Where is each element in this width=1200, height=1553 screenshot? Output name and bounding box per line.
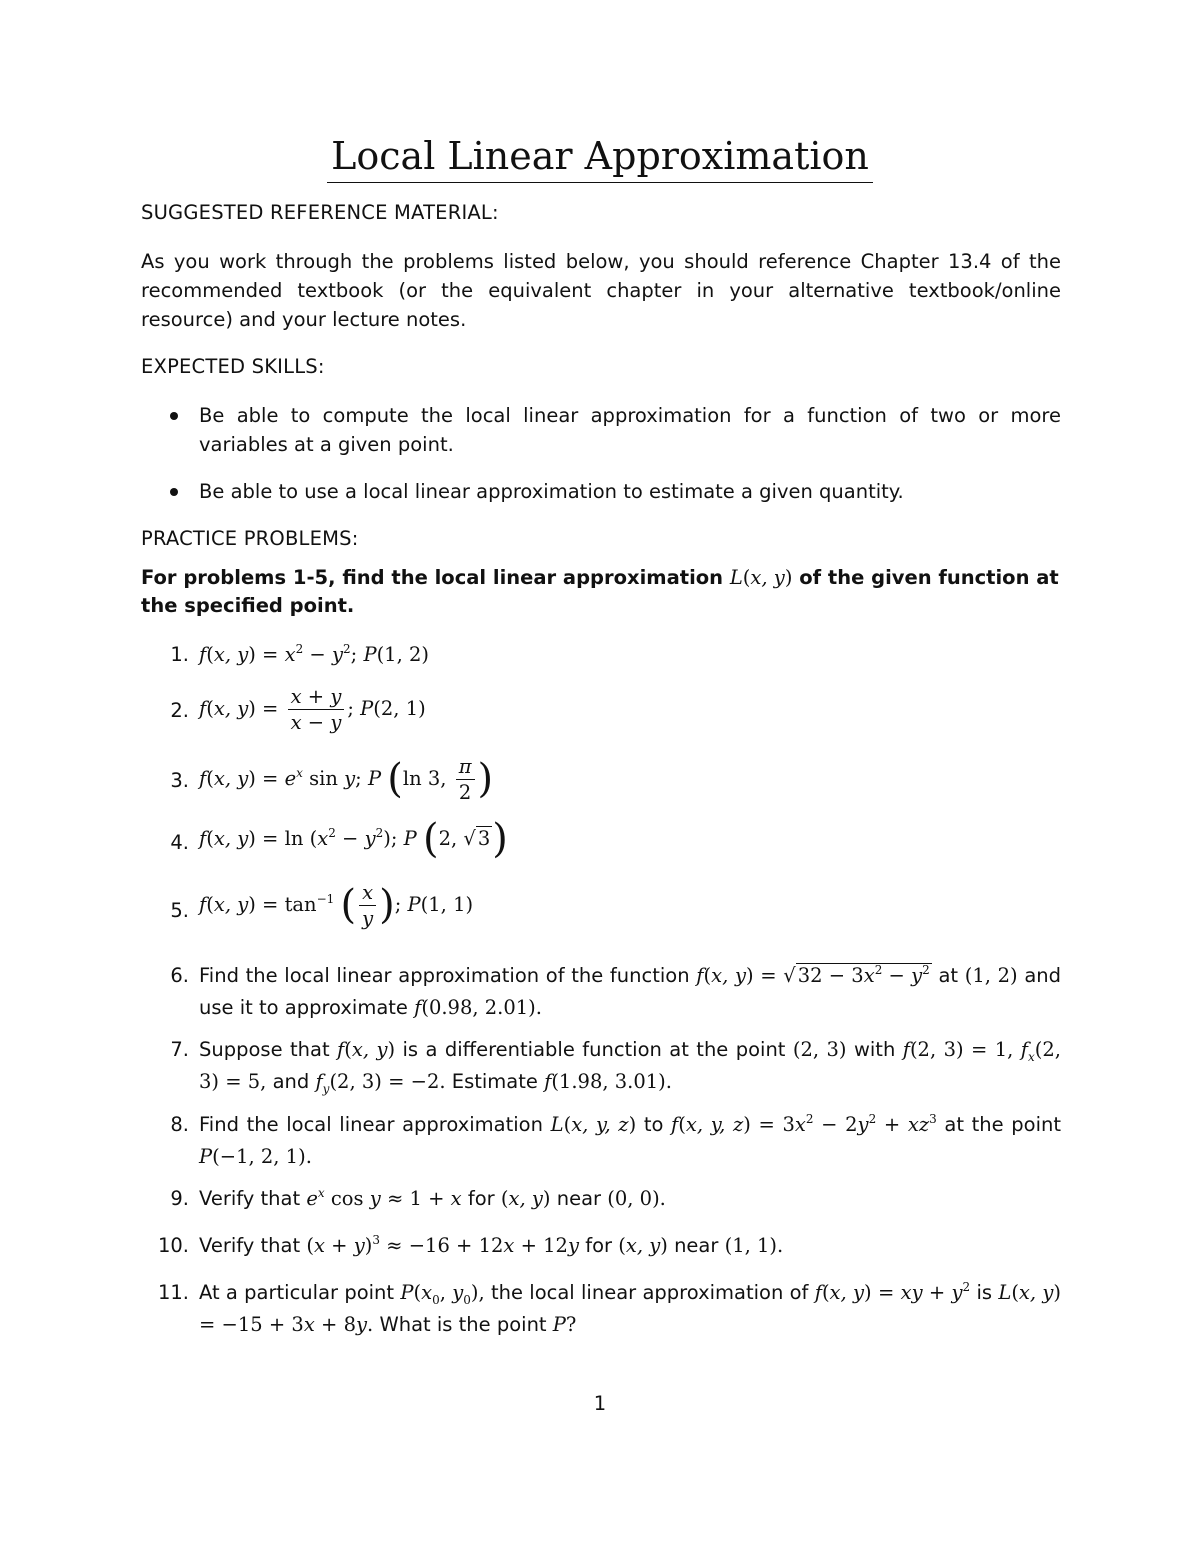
problem-text: Find the local linear approximation bbox=[199, 1113, 543, 1136]
problem-text: at bbox=[938, 964, 959, 987]
problem-body: Find the local linear approximation L(x, y, z) to f(x, y, $z) = 3x^2 - 2y^2 + xz^3$ at the point P(−1, 2, 1). bbox=[199, 1112, 1061, 1168]
problem-text: is bbox=[976, 1281, 993, 1304]
bullet-icon bbox=[170, 488, 178, 496]
problem-text: for bbox=[585, 1234, 613, 1257]
problem-text: Find the local linear approximation of the function bbox=[199, 964, 690, 987]
problem-body: Verify that $e^x$ cos y ≈ 1 + x for (x, y) near (0, 0). bbox=[199, 1186, 666, 1210]
problem-number: 8. bbox=[170, 1113, 189, 1136]
problem-number: 3. bbox=[170, 769, 189, 792]
skills-list-wrapper bbox=[141, 401, 1061, 506]
problem-9 bbox=[141, 1184, 1061, 1216]
page-title: Local Linear Approximation bbox=[327, 132, 873, 183]
instructions-math: L bbox=[729, 566, 743, 589]
fraction: $\frac{\pi}{2}$ bbox=[456, 754, 475, 805]
problem-text: and use it to approximate bbox=[199, 964, 1062, 1019]
problem-number: 10. bbox=[157, 1234, 189, 1257]
problem-text: Estimate bbox=[451, 1070, 538, 1093]
problem-body: f(x, $y) = \tan^{-1}$ ( $\frac{x}{y}$ ); P(1, 1) bbox=[199, 881, 474, 930]
problem-11 bbox=[141, 1278, 1061, 1339]
problem-text: near bbox=[556, 1187, 602, 1210]
problem-4 bbox=[141, 816, 1061, 862]
fraction: $\frac{x}{y}$ bbox=[359, 880, 376, 931]
problem-7 bbox=[141, 1035, 1061, 1099]
problem-number: 7. bbox=[170, 1038, 189, 1061]
problem-body: f(x, $y) = x^2 - y^2$; P(1, 2) bbox=[199, 642, 429, 666]
title-wrapper bbox=[0, 132, 1200, 183]
problem-text: for bbox=[467, 1187, 495, 1210]
problem-number: 2. bbox=[170, 699, 189, 722]
problem-text: Suppose that bbox=[199, 1038, 330, 1061]
problem-text: with bbox=[853, 1038, 896, 1061]
problem-text: near bbox=[674, 1234, 719, 1257]
problem-text: Verify that bbox=[199, 1187, 301, 1210]
problem-2 bbox=[141, 684, 1061, 735]
problem-body: f(x, $y) = e^x$ sin y; P (ln 3, $\frac{\pi}{2}$ ) bbox=[199, 755, 494, 804]
problem-number: 4. bbox=[170, 831, 189, 854]
problem-number: 1. bbox=[170, 643, 189, 666]
skill-text: Be able to use a local linear approximation to estimate a given quantity. bbox=[199, 480, 904, 503]
problem-number: 9. bbox=[170, 1187, 189, 1210]
problem-body: Suppose that f(x, y) is a differentiable function at the point (2, 3) with f(2, 3) = 1, $f_x(2$, 3) = 5, and $f_y(2$, 3) = −2. Estimate f(1.98, 3.01). bbox=[199, 1038, 1061, 1096]
page-number: 1 bbox=[593, 1392, 607, 1415]
problem-8 bbox=[141, 1110, 1061, 1171]
problem-text: and bbox=[272, 1070, 310, 1093]
problem-5 bbox=[141, 880, 1061, 931]
problem-body: f(x, $y) = \ln (x^2 - y^2)$; P (2, √ 3) bbox=[199, 816, 508, 862]
problem-text: What is the point bbox=[379, 1313, 547, 1336]
square-root: √ $32 - 3x^2 - y^2$ bbox=[783, 963, 930, 987]
problem-text: At a particular point bbox=[199, 1281, 395, 1304]
practice-heading: PRACTICE PROBLEMS: bbox=[141, 527, 359, 550]
reference-heading: SUGGESTED REFERENCE MATERIAL: bbox=[141, 201, 499, 224]
square-root: √ 3 bbox=[463, 827, 491, 850]
problem-body: At a particular point $P(x_0$, $y_0$), the local linear approximation of f(x, y) = xy + $y^2$ is L(x, y) = −15 + 3x + 8y. What is the point P? bbox=[199, 1280, 1062, 1336]
problem-number: 6. bbox=[170, 964, 189, 987]
problem-body: Find the local linear approximation of the function f(x, y) = √ $32 - 3x^2 - y^2$ at (1, 2) and use it to approximate f(0.98, 2.01). bbox=[199, 963, 1062, 1019]
problem-number: 11. bbox=[157, 1281, 189, 1304]
problem-number: 5. bbox=[170, 899, 189, 922]
instructions: For problems 1-5, find the local linear approximation L(x, y) of the given function at the specified point. bbox=[141, 566, 1059, 617]
problem-text: Verify that bbox=[199, 1234, 301, 1257]
problem-6 bbox=[141, 961, 1061, 1022]
skill-item bbox=[141, 477, 1061, 506]
problem-body: f(x, y) = $\frac{x + y}{x - y}$ ; P(2, 1) bbox=[199, 685, 426, 734]
reference-text: As you work through the problems listed below, you should reference Chapter 13.4 of the recommended textbook (or the equivalent chapter in your alternative textbook/online resource) and your lecture notes. bbox=[141, 250, 1061, 331]
problem-10 bbox=[141, 1231, 1061, 1263]
problem-body: Verify that $(x + y)^3 \approx -16 + 12x + 12y$ for (x, y) near (1, 1). bbox=[199, 1233, 784, 1257]
skills-list bbox=[141, 401, 1061, 506]
bullet-icon bbox=[170, 412, 178, 420]
skill-item bbox=[141, 401, 1061, 459]
skill-text: Be able to compute the local linear approximation for a function of two or more variables at a given point. bbox=[199, 404, 1061, 456]
problem-text: is a differentiable function at the point bbox=[402, 1038, 786, 1061]
problem-text: at the point bbox=[944, 1113, 1061, 1136]
problem-text: the local linear approximation of bbox=[491, 1281, 809, 1304]
fraction: $\frac{x + y}{x - y}$ bbox=[288, 684, 345, 735]
instructions-part-b: of the given function at the specified point. bbox=[141, 566, 1059, 617]
skills-heading: EXPECTED SKILLS: bbox=[141, 355, 325, 378]
problem-3 bbox=[141, 754, 1061, 805]
instructions-part-a: For problems 1-5, find the local linear approximation bbox=[141, 566, 724, 589]
problem-1 bbox=[141, 640, 1061, 672]
problem-text: to bbox=[643, 1113, 664, 1136]
